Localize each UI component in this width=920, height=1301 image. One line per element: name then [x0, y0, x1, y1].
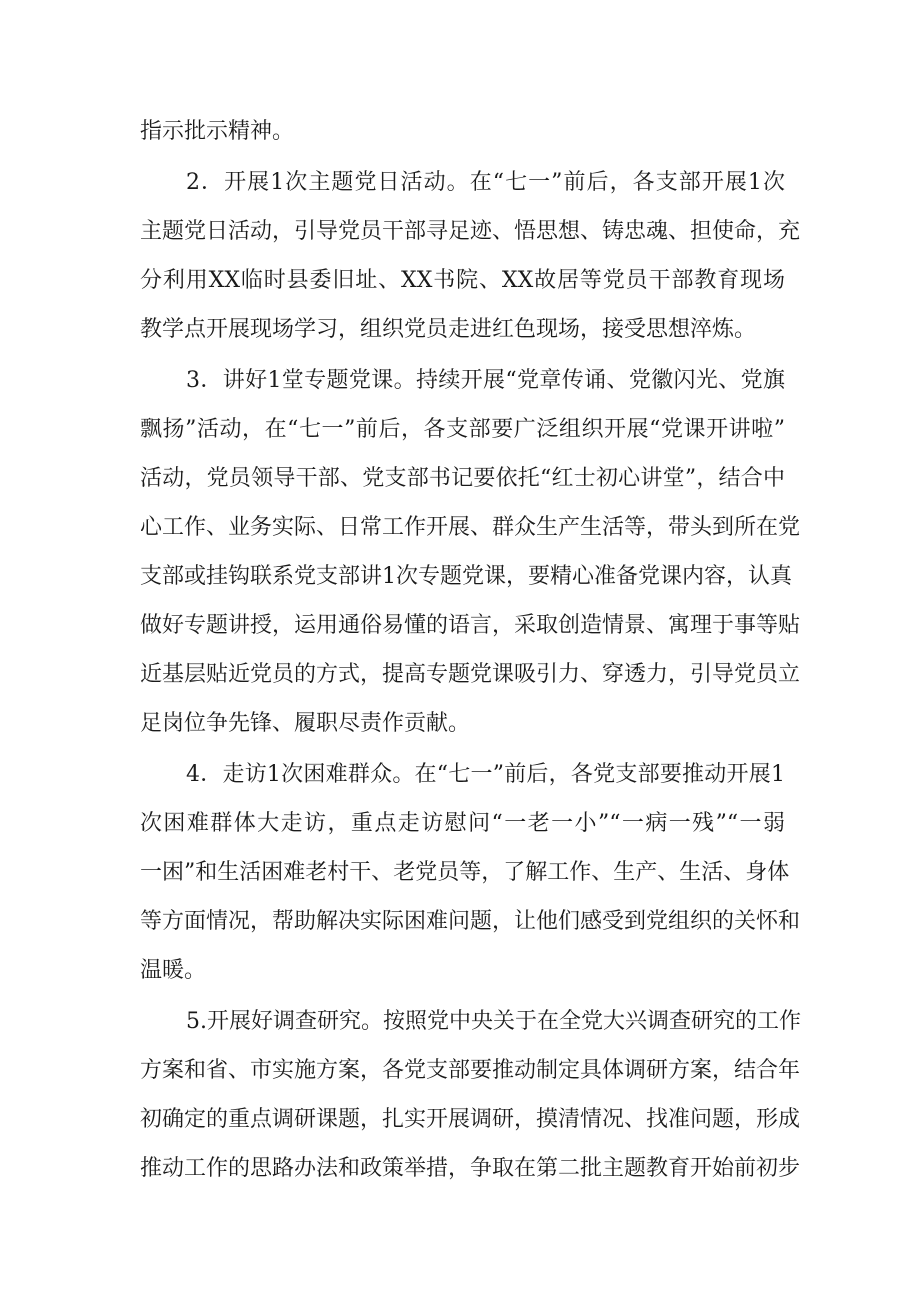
- text-line: 推动工作的思路办法和政策举措，争取在第二批主题教育开始前初步: [140, 1156, 801, 1181]
- text-line: 支部或挂钩联系党支部讲1次专题党课，要精心准备党课内容，认真: [140, 564, 792, 589]
- text-line: 飘扬”活动，在“七一”前后，各支部要广泛组织开展“党课开讲啦”: [140, 417, 785, 442]
- text-line: 一困”和生活困难老村干、老党员等，了解工作、生产、生活、身体: [140, 860, 790, 885]
- text-line: 4．走访1次困难群众。在“七一”前后，各党支部要推动开展1: [186, 762, 785, 787]
- text-line: 做好专题讲授，运用通俗易懂的语言，采取创造情景、寓理于事等贴: [140, 613, 801, 638]
- text-line: 3．讲好1堂专题党课。持续开展“党章传诵、党徽闪光、党旗: [186, 368, 785, 393]
- text-line: 近基层贴近党员的方式，提高专题党课吸引力、穿透力，引导党员立: [140, 662, 801, 687]
- text-line: 次困难群体大走访，重点走访慰问“一老一小”“一病一残”“一弱: [140, 811, 785, 836]
- text-line: 指示批示精神。: [140, 119, 295, 144]
- text-line: 分利用XX临时县委旧址、XX书院、XX故居等党员干部教育现场: [140, 268, 785, 293]
- text-line: 心工作、业务实际、日常工作开展、群众生产生活等，带头到所在党: [140, 515, 801, 540]
- text-line: 方案和省、市实施方案，各党支部要推动制定具体调研方案，结合年: [140, 1058, 801, 1083]
- text-line: 2．开展1次主题党日活动。在“七一”前后，各支部开展1次: [186, 170, 785, 195]
- text-line: 活动，党员领导干部、党支部书记要依托“红士初心讲堂”，结合中: [140, 466, 785, 491]
- text-line: 足岗位争先锋、履职尽责作贡献。: [140, 711, 471, 736]
- text-line: 初确定的重点调研课题，扎实开展调研，摸清情况、找准问题，形成: [140, 1107, 801, 1132]
- text-line: 主题党日活动，引导党员干部寻足迹、悟思想、铸忠魂、担使命，充: [140, 219, 801, 244]
- text-line: 等方面情况，帮助解决实际困难问题，让他们感受到党组织的关怀和: [140, 909, 801, 934]
- text-line: 5.开展好调查研究。按照党中央关于在全党大兴调查研究的工作: [186, 1009, 801, 1034]
- text-line: 教学点开展现场学习，组织党员走进红色现场，接受思想淬炼。: [140, 317, 757, 342]
- text-line: 温暖。: [140, 958, 207, 983]
